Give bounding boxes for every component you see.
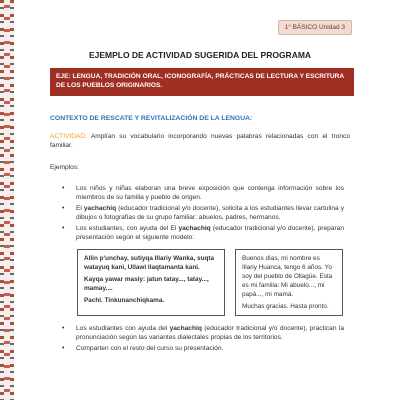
list-item: • Comparten con el resto del curso su presentación.: [62, 344, 344, 353]
examples-list: [62, 184, 344, 244]
model-line: Muchas gracias. Hasta pronto.: [242, 303, 329, 310]
grade-unit-tag: 1° BÁSICO Unidad 3: [278, 20, 352, 35]
list-item: • Los estudiantes con ayuda del yachachiq (educador tradicional y/o docente), practican la pronunciación según las variantes dialectales propias de los territorios.: [62, 324, 344, 342]
model-line: Kayqa yawar masiy: jatun tatay..., tatay..., mamay....: [84, 276, 209, 292]
examples-label: Ejemplos:: [50, 164, 79, 171]
model-line: Pachi. Tinkunanchiqkama.: [84, 297, 165, 304]
activity-paragraph: [50, 132, 350, 150]
model-line: Allin p'unchay, sutiyqa Illariy Wanka, suqta watayuq kani, Ullawi llaqtamanta kani.: [84, 255, 215, 271]
decorative-side-border: [0, 0, 14, 400]
yachachiq-term: yachachiq: [83, 205, 117, 212]
page-title: EJEMPLO DE ACTIVIDAD SUGERIDA DEL PROGRAMA: [88, 50, 312, 60]
list-item: • Los niños y niñas elaboran una breve exposición que contenga información sobre los miembros de su familia y pueblo de origen.: [62, 184, 344, 202]
activity-text: Amplían su vocabulario incorporando nuevas palabras relacionadas con el tronco familiar.: [50, 133, 350, 149]
model-box-spanish: [235, 249, 343, 316]
model-box-quechua: [77, 249, 225, 316]
list-item: • Los estudiantes, con ayuda del El yachachiq (educador tradicional y/o docente), preparan presentación según el siguiente modelo:: [62, 224, 344, 242]
yachachiq-term: yachachiq: [169, 325, 202, 332]
eje-banner: EJE: LENGUA, TRADICIÓN ORAL, ICONOGRAFÍA, PRÁCTICAS DE LECTURA Y ESCRITURA DE LOS PUEBLOS ORIGINARIOS.: [50, 68, 354, 96]
model-line: Buenos días, mi nombre es Illariy Huanca, tengo 6 años. Yo soy del pueblo de Ollagüe. Esta es mi familia: Mi abuelo..., mi papá..., mi mamá.: [242, 255, 333, 298]
list-item: • El yachachiq (educador tradicional y/o docente), solicita a los estudiantes llevar cartulina y dibujos o fotografías de su grupo familiar: abuelos, padres, hermanos.: [62, 204, 344, 222]
yachachiq-term: yachachiq: [178, 225, 211, 232]
section-heading: CONTEXTO DE RESCATE Y REVITALIZACIÓN DE LA LENGUA:: [50, 115, 253, 122]
activity-label: ACTIVIDAD:: [50, 133, 88, 140]
closing-list: [62, 324, 344, 355]
